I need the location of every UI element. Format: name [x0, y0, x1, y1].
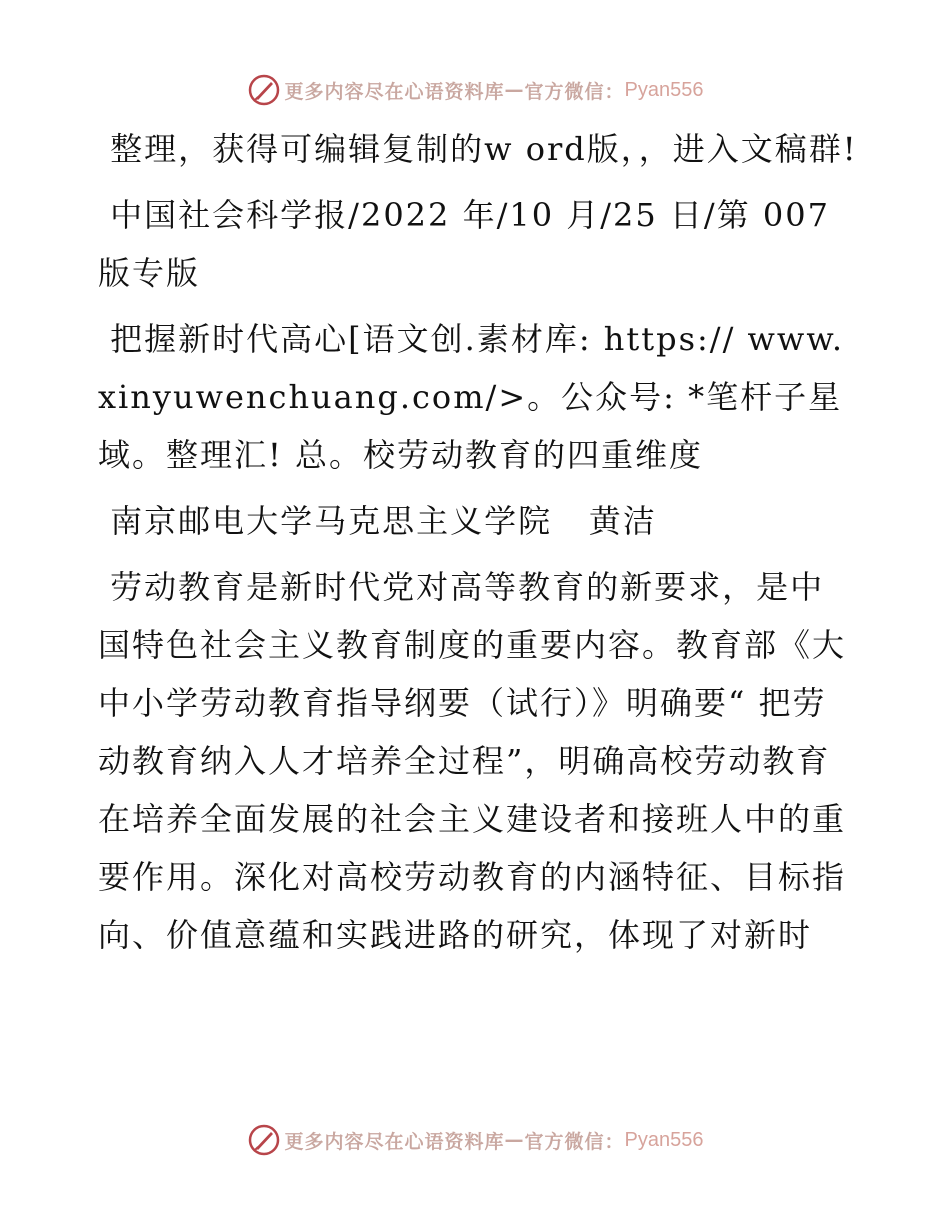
- banner-separator: —: [504, 79, 525, 101]
- quill-pen-logo-icon: [247, 73, 281, 107]
- paragraph-notice: 整理，获得可编辑复制的w ord版，，进入文稿群!: [98, 130, 858, 168]
- document-body: [98, 120, 858, 972]
- banner-text: 更多内容尽在心语资料库: [284, 80, 505, 103]
- paragraph-author: 南京邮电大学马克思主义学院 黄洁: [98, 502, 657, 540]
- banner-wechat-label: 官方微信：: [524, 80, 625, 103]
- header-watermark: [0, 70, 950, 110]
- quill-pen-logo-icon: [247, 1123, 281, 1157]
- banner-separator: —: [504, 1129, 525, 1151]
- paragraph-source: 中国社会科学报/2022 年/10 月/25 日/第 007 版专版: [98, 196, 843, 292]
- banner-wechat-id: Pyan556: [624, 1128, 704, 1151]
- footer-watermark: [0, 1120, 950, 1160]
- banner-text: 更多内容尽在心语资料库: [284, 1130, 505, 1153]
- banner-wechat-label: 官方微信：: [524, 1130, 625, 1153]
- paragraph-title: 把握新时代高心[语文创.素材库: https:// www.xinyuwenchuang.com/>。公众号: *笔杆子星域。整理汇! 总。校劳动教育的四重维度: [98, 320, 845, 474]
- paragraph-body: 劳动教育是新时代党对高等教育的新要求，是中国特色社会主义教育制度的重要内容。教育部《大中小学劳动教育指导纲要（试行）》明确要“ 把劳动教育纳入人才培养全过程”，明确高校劳动教育在培养全面发展的社会主义建设者和接班人中的重要作用。深化对高校劳动教育的内涵特征、目标指向、价值意蕴和实践进路的研究，体现了对新时: [98, 568, 847, 954]
- banner-wechat-id: Pyan556: [624, 78, 704, 101]
